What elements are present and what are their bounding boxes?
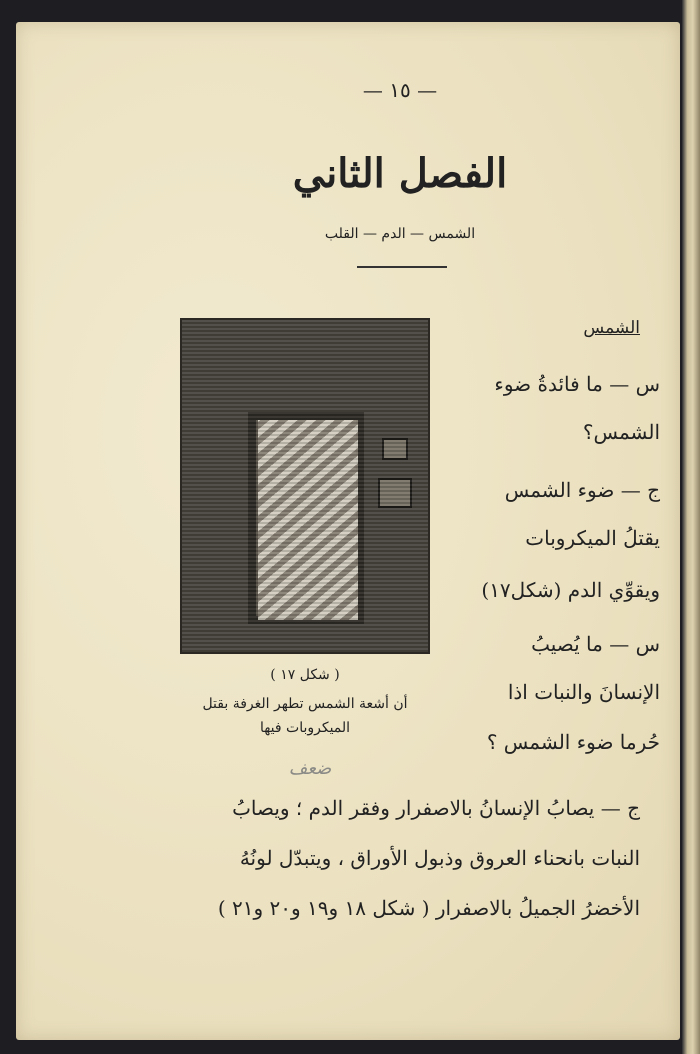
figure-caption xyxy=(180,692,430,740)
text-line: ج — يصابُ الإنسانُ بالاصفرار وفقر الدم ؛ ويصابُ xyxy=(232,796,640,820)
section-heading: الشمس xyxy=(583,318,640,338)
text-line: النبات بانحناء العروق وذبول الأوراق ، ويتبدّل لونُهُ xyxy=(239,846,640,870)
text-line: الشمس؟ xyxy=(582,420,660,444)
page-number: — ١٥ — xyxy=(362,78,438,102)
text-line: يقتلُ الميكروبات xyxy=(525,526,660,550)
text-line: حُرما ضوء الشمس ؟ xyxy=(486,730,660,754)
caption-line: الميكروبات فيها xyxy=(259,720,351,736)
title-underline xyxy=(357,266,447,268)
caption-line: أن أشعة الشمس تطهر الغرفة بقتل xyxy=(202,696,408,712)
print-texture xyxy=(182,320,428,652)
text-line: ويقوِّي الدم (شكل١٧) xyxy=(481,578,660,602)
text-line: الإنسانَ والنبات اذا xyxy=(507,680,660,704)
text-line: الأخضرُ الجميلُ بالاصفرار ( شكل ١٨ و١٩ و٢٠ و٢١ ) xyxy=(217,896,640,920)
text-line: ج — ضوء الشمس xyxy=(504,478,660,502)
text-line: س — ما يُصيبُ xyxy=(531,632,660,656)
figure-17-image xyxy=(180,318,430,654)
figure-label: ( شكل ١٧ ) xyxy=(270,667,340,683)
chapter-subtitle: الشمس — الدم — القلب xyxy=(324,226,476,242)
text-line: س — ما فائدةُ ضوء xyxy=(494,372,660,396)
next-page-edge xyxy=(682,0,700,1054)
handwritten-note: ضعف xyxy=(288,758,332,779)
chapter-title: الفصل الثاني xyxy=(292,150,508,197)
